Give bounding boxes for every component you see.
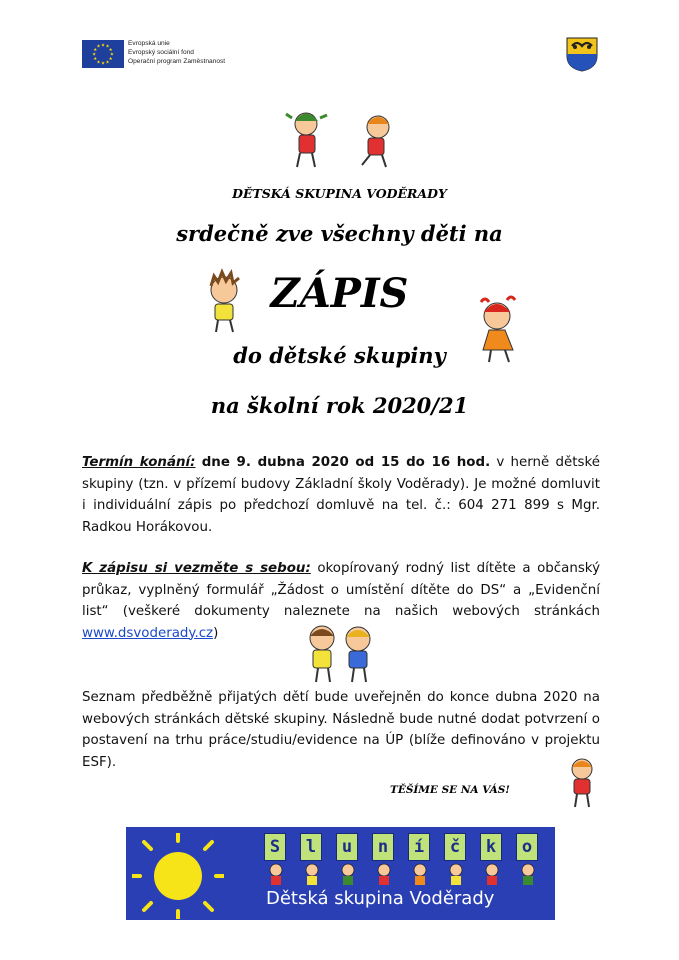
group-name-heading: DĚTSKÁ SKUPINA VODĚRADY [232,186,447,201]
banner-letter: č [444,833,466,861]
term-paragraph [82,452,600,538]
svg-text:★: ★ [96,44,101,50]
term-text: v herně dětské skupiny (tzn. v přízemí budovy Základní školy Voděrady). Je možné domluvit i individuální zápis po předchozí domluvě na tel. č.: 604 271 899 s Mgr. Radkou Horákovou. [82,455,600,535]
svg-text:★: ★ [109,52,114,58]
banner-letter: u [336,833,358,861]
closing-text: TĚŠÍME SE NA VÁS! [390,784,510,796]
svg-text:★: ★ [96,60,101,66]
slunicko-banner [126,827,555,920]
sun-icon [132,833,224,919]
banner-letter: í [408,833,430,861]
banner-letter: k [480,833,502,861]
website-link[interactable]: www.dsvoderady.cz [82,625,214,641]
where-heading: do dětské skupiny [233,343,446,368]
banner-letter: n [372,833,394,861]
svg-text:★: ★ [92,52,97,58]
school-year-heading: na školní rok 2020/21 [210,393,469,418]
svg-text:★: ★ [93,57,98,62]
eu-text-block [128,39,225,66]
bring-text-end: ) [213,625,219,641]
term-date: dne 9. dubna 2020 od 15 do 16 hod. [201,455,491,470]
banner-subtitle: Dětská skupina Voděrady [266,888,495,909]
eu-flag-logo [82,40,124,68]
term-label: Termín konání: [82,455,196,470]
svg-text:★: ★ [100,43,106,49]
notice-paragraph: Seznam předběžně přijatých dětí bude uveřejněn do konce dubna 2020 na webových stránkách dětské skupiny. Následně bude nutné dodat potvrzení o postavení na trhu práce/studiu/evidence na ÚP (blíže definováno v projektu ESF). [82,690,600,770]
svg-text:★: ★ [93,48,98,53]
boy-kid-icon [350,112,400,170]
eu-line: Evropská unie [128,40,170,47]
girl-kid-icon [282,108,332,170]
svg-text:★: ★ [108,48,113,53]
eu-line: Operační program Zaměstnanost [128,58,226,65]
bring-label: K zápisu si vezměte s sebou: [82,561,311,576]
banner-letter: l [300,833,322,861]
page-title: ZÁPIS [270,270,409,317]
svg-text:★: ★ [105,44,110,50]
bring-text: okopírovaný rodný list dítěte a občanský průkaz, vyplněný formulář „Žádost o umístění dítěte do DS“ a „Evidenční list“ (veškeré dokumenty naleznete na našich webových stránkách [82,561,600,619]
banner-letter: S [264,833,286,861]
svg-text:★: ★ [100,61,106,67]
svg-text:★: ★ [108,57,113,62]
coat-of-arms-icon [565,36,599,72]
bring-paragraph [82,558,600,644]
svg-text:★: ★ [105,60,110,66]
banner-kids-row-icon [266,861,546,887]
eu-line: Evropský sociální fond [128,49,194,56]
banner-letter: o [516,833,538,861]
invite-heading: srdečně zve všechny děti na [176,221,503,246]
